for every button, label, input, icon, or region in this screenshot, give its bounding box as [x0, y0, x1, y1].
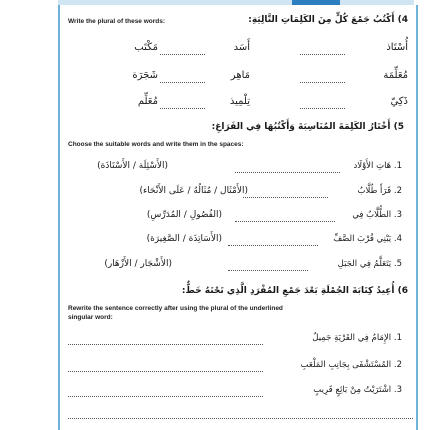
answer-line[interactable] — [235, 221, 335, 222]
answer-line[interactable] — [300, 54, 345, 55]
q5-item-lead: 5. يَتَعَلَّمُ فِي الجَبَلِ — [337, 259, 402, 269]
q5-item-options: (الأَسْئِلَة / الأَسْتَاذَة) — [97, 161, 168, 171]
q6-title-en-1: Rewrite the sentence correctly after using the plural of the underlined — [68, 305, 283, 312]
q5-item-options: (الأَشْجَار / الأَزْهَار) — [104, 259, 172, 269]
q6-title-ar: 6) أُعِيدُ كِتَابَةَ الجُمْلَةِ بَعْدَ جَمْعِ المُفْرَدِ الَّذِي تَحْتَهُ خَطٌّ: — [181, 286, 408, 296]
q4-title-ar: 4) أَكْتُبُ جَمْعَ كُلٍّ مِنَ الكَلِمَاتِ التَّالِيَةِ: — [248, 15, 408, 25]
q4-word: مُعَلِّمَة — [383, 70, 408, 81]
answer-line[interactable] — [160, 54, 205, 55]
q4-word: مَكْتَب — [134, 42, 158, 53]
q5-item-lead: 4. يَبْنِي قُرْبَ الصَّفِّ — [333, 234, 402, 244]
q5-item-lead: 3. الطُّلَّابُ فِي — [352, 210, 402, 220]
q6-item: 3. اشْتَرَيْتُ مِنْ بَائِعٍ قَرِيبٍ — [313, 385, 402, 395]
q5-title-en: Choose the suitable words and write them in the spaces: — [68, 141, 244, 148]
answer-line[interactable] — [160, 108, 205, 109]
q5-item-options: (الأَمْثَال / مُثَالُهُ / عَلَى الأَنْحَاء) — [139, 186, 248, 196]
q4-word: ذَكِيّ — [390, 96, 408, 107]
q5-item-lead: 2. قَرَأَ طُلَّابُ — [357, 186, 402, 196]
q6-item: 1. الإِمَامُ فِي القَرْيَةِ جَمِيلٌ — [312, 333, 402, 343]
q4-word: شَجَرَة — [132, 70, 158, 81]
q4-word: تِلْمِيذ — [229, 96, 250, 107]
answer-line[interactable] — [160, 82, 205, 83]
answer-line[interactable] — [68, 344, 263, 345]
q5-title-ar: 5) أَخْتَارُ الكَلِمَةَ المُنَاسِبَةَ وَأَكْتُبُهَا فِي الفَرَاغِ: — [211, 122, 404, 132]
answer-line[interactable] — [228, 270, 308, 271]
q4-word: أَسَد — [233, 42, 250, 53]
q4-word: مَاهِر — [230, 70, 250, 81]
q4-title-en: Write the plural of these words: — [68, 18, 166, 25]
q5-item-lead: 1. هَاتِ الأَوْلَاد — [353, 161, 402, 171]
answer-line[interactable] — [243, 197, 328, 198]
answer-line[interactable] — [68, 418, 413, 419]
q6-title-en-2: singular word: — [68, 314, 113, 321]
q4-word: مُعَلِّم — [137, 96, 158, 107]
q4-word: أُسْتَاذ — [386, 42, 408, 53]
q5-item-options: (الأَسَاتِذَة / الصَّغِيرَة) — [146, 234, 222, 244]
answer-line[interactable] — [68, 396, 263, 397]
q6-item: 2. المُسْتَشْفَى بِجَانِبِ المَلْعَبِ — [300, 360, 402, 370]
answer-line[interactable] — [68, 371, 263, 372]
answer-line[interactable] — [300, 82, 345, 83]
answer-line[interactable] — [228, 245, 318, 246]
answer-line[interactable] — [300, 108, 345, 109]
answer-line[interactable] — [235, 172, 340, 173]
q5-item-options: (الفُصُولِ / المُدَرِّسِ) — [146, 210, 222, 220]
